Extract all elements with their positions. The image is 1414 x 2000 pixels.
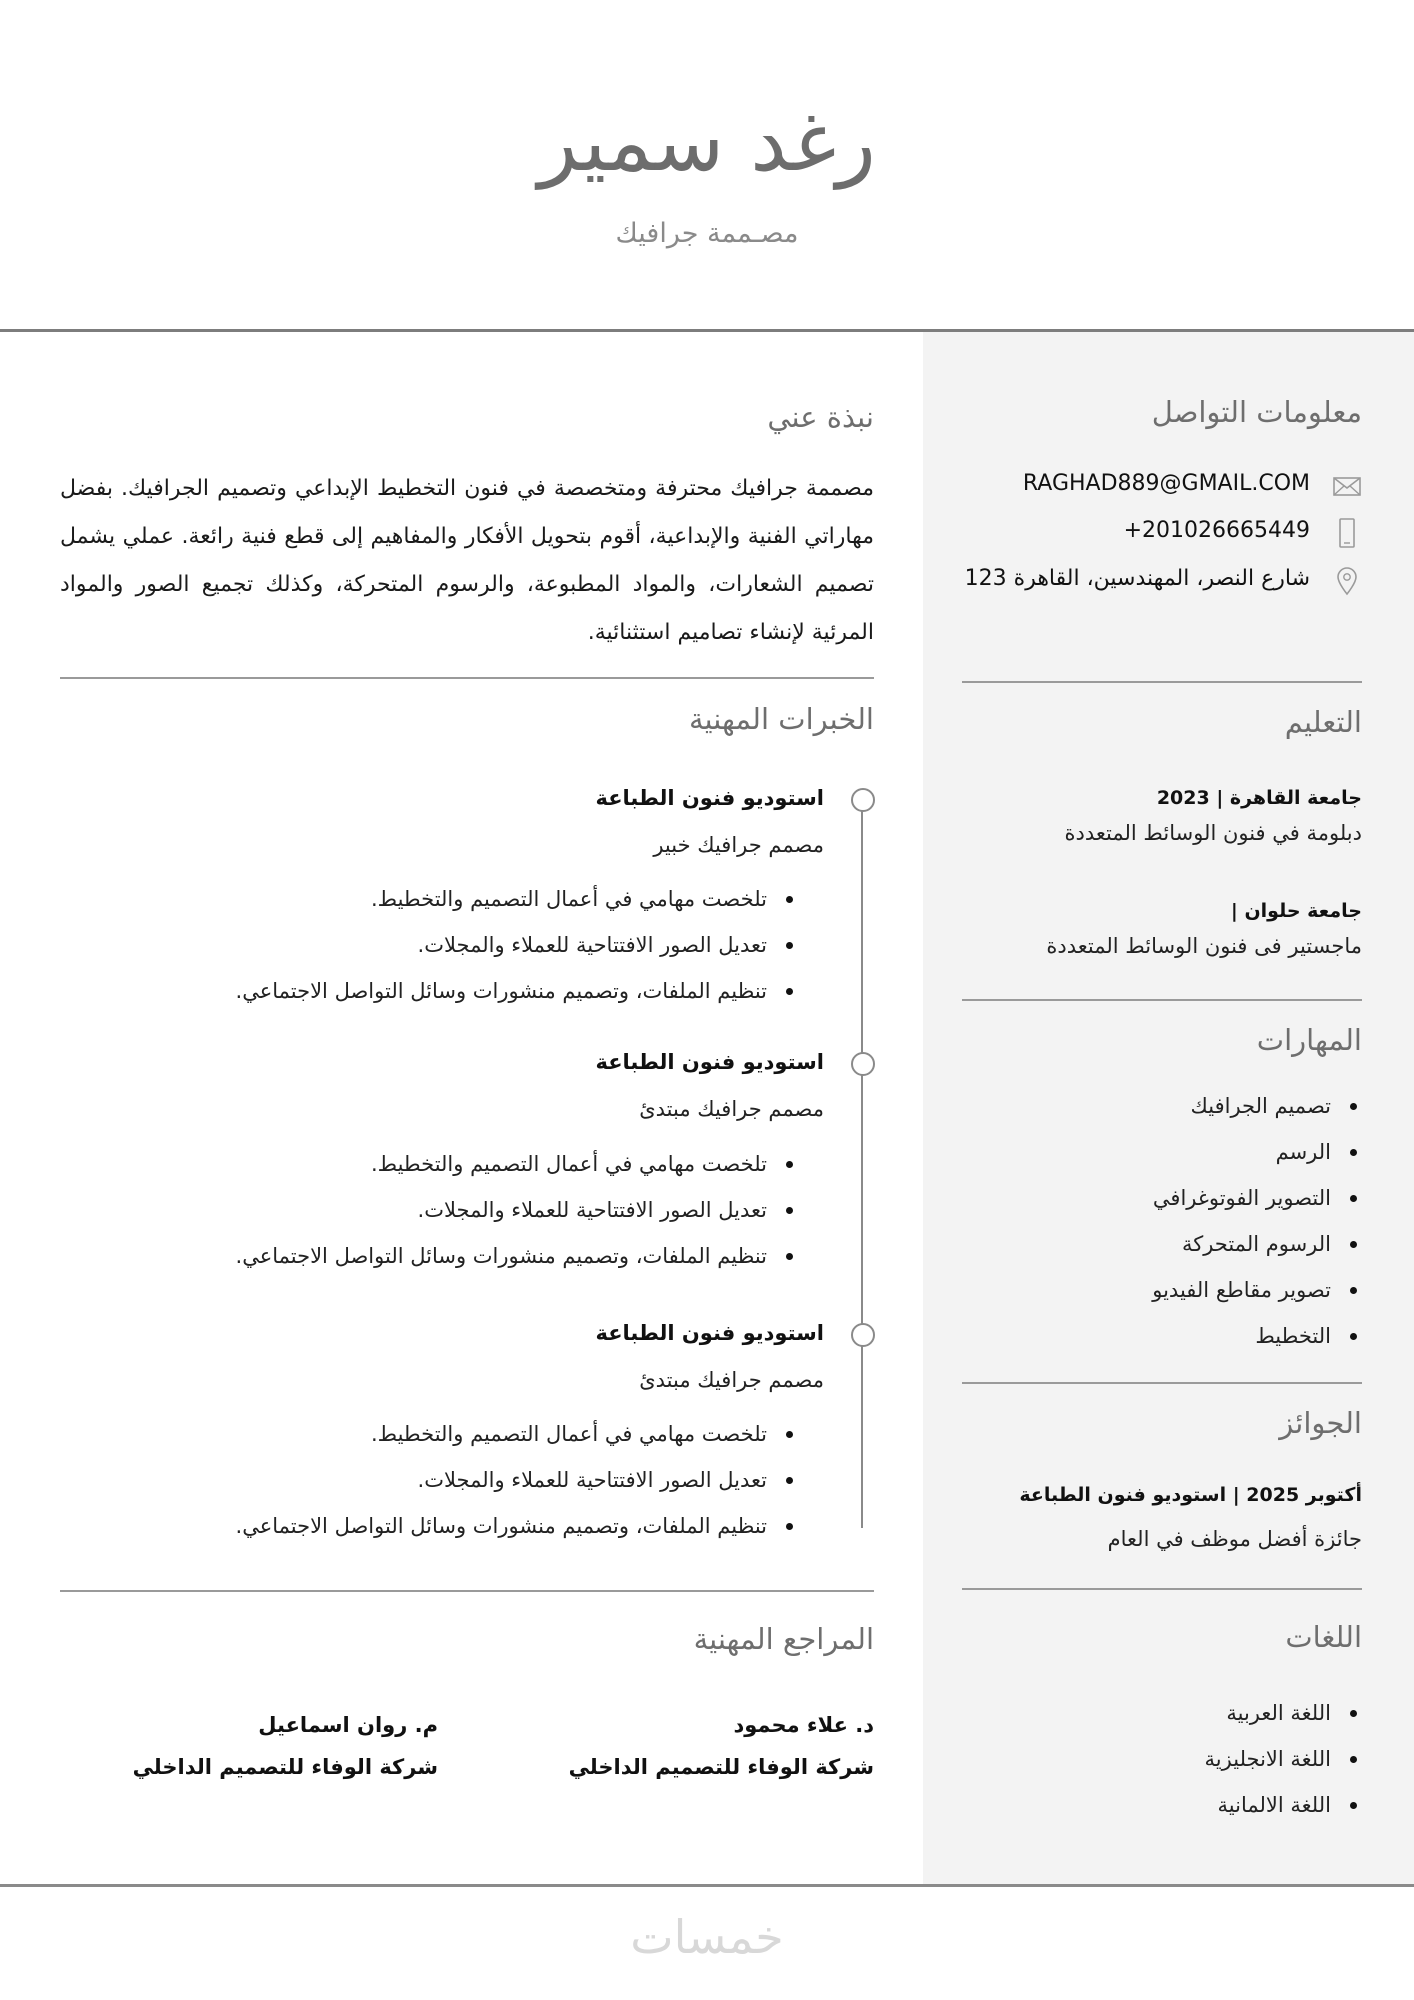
contact-address: [942, 562, 1362, 602]
phone-icon: [1332, 518, 1362, 548]
languages-list: [1205, 1690, 1331, 1828]
skill-item: الرسوم المتحركة: [1152, 1221, 1331, 1267]
skills-list: [1152, 1083, 1331, 1359]
skill-item: التخطيط: [1152, 1313, 1331, 1359]
education-entry-heading: جامعة القاهرة | 2023: [1156, 787, 1362, 809]
resume-header: [0, 0, 1414, 330]
job-task: تنظيم الملفات، وتصميم منشورات وسائل التواصل الاجتماعي.: [236, 968, 767, 1014]
skills-section-title: المهارات: [1256, 1023, 1362, 1057]
award-detail: جائزة أفضل موظف في العام: [1107, 1527, 1362, 1551]
job-task: تلخصت مهامي في أعمال التصميم والتخطيط.: [236, 1411, 767, 1457]
skill-item: التصوير الفوتوغرافي: [1152, 1175, 1331, 1221]
job-role: مصمم جرافيك خبير: [653, 833, 824, 857]
envelope-icon: [1332, 471, 1362, 501]
main-divider: [60, 677, 874, 679]
education-entry-detail: دبلومة في فنون الوسائط المتعددة: [1064, 821, 1362, 845]
contact-section-title: معلومات التواصل: [1151, 395, 1362, 429]
sidebar-divider: [962, 999, 1362, 1001]
language-item: اللغة العربية: [1205, 1690, 1331, 1736]
contact-address-value: شارع النصر، المهندسين، القاهرة 123: [964, 566, 1310, 591]
experience-section-title: الخبرات المهنية: [688, 702, 874, 736]
footer-divider: [0, 1884, 1414, 1887]
job-task-list: [236, 1141, 767, 1279]
location-pin-icon: [1332, 566, 1362, 596]
award-heading: أكتوبر 2025 | استوديو فنون الطباعة: [1019, 1484, 1362, 1506]
person-job-title: مصـممة جرافيك: [615, 218, 799, 249]
job-company: استوديو فنون الطباعة: [595, 1050, 824, 1074]
sidebar-divider: [962, 1382, 1362, 1384]
timeline-line: [861, 800, 863, 1528]
language-item: اللغة الالمانية: [1205, 1782, 1331, 1828]
about-section-title: نبذة عني: [767, 400, 874, 434]
job-company: استوديو فنون الطباعة: [595, 786, 824, 810]
job-task: تعديل الصور الافتتاحية للعملاء والمجلات.: [236, 1457, 767, 1503]
reference-organization: شركة الوفاء للتصميم الداخلي: [132, 1755, 438, 1779]
about-text: مصممة جرافيك محترفة ومتخصصة في فنون التخطيط الإبداعي وتصميم الجرافيك. بفضل مهاراتي الفنية والإبداعية، أقوم بتحويل الأفكار والمفاهيم إلى قطع فنية رائعة. عملي يشمل تصميم الشعارات، والمواد المطبوعة، والرسوم المتحركة، وكذلك تجميع الصور والمواد المرئية لإنشاء تصاميم استثنائية.: [60, 476, 874, 645]
reference-organization: شركة الوفاء للتصميم الداخلي: [568, 1755, 874, 1779]
job-role: مصمم جرافيك مبتدئ: [639, 1097, 824, 1121]
language-item: اللغة الانجليزية: [1205, 1736, 1331, 1782]
awards-section-title: الجوائز: [1279, 1406, 1362, 1440]
job-company: استوديو فنون الطباعة: [595, 1321, 824, 1345]
job-task-list: [236, 876, 767, 1014]
job-task: تنظيم الملفات، وتصميم منشورات وسائل التواصل الاجتماعي.: [236, 1233, 767, 1279]
person-name: رغد سمير: [538, 95, 876, 190]
job-task: تنظيم الملفات، وتصميم منشورات وسائل التواصل الاجتماعي.: [236, 1503, 767, 1549]
skill-item: الرسم: [1152, 1129, 1331, 1175]
education-entry-heading: جامعة حلوان |: [1230, 900, 1362, 922]
timeline-dot: [851, 1323, 875, 1347]
education-entry-detail: ماجستير فى فنون الوسائط المتعددة: [1046, 934, 1362, 958]
job-role: مصمم جرافيك مبتدئ: [639, 1368, 824, 1392]
reference-name: د. علاء محمود: [733, 1713, 874, 1737]
job-task: تلخصت مهامي في أعمال التصميم والتخطيط.: [236, 1141, 767, 1187]
sidebar-divider: [962, 1588, 1362, 1590]
references-section-title: المراجع المهنية: [693, 1622, 874, 1656]
main-divider: [60, 1590, 874, 1592]
job-task-list: [236, 1411, 767, 1549]
contact-phone: [942, 514, 1362, 554]
timeline-dot: [851, 788, 875, 812]
languages-section-title: اللغات: [1285, 1620, 1362, 1654]
contact-email: [942, 467, 1362, 507]
education-section-title: التعليم: [1284, 705, 1362, 739]
skill-item: تصوير مقاطع الفيديو: [1152, 1267, 1331, 1313]
reference-name: م. روان اسماعيل: [258, 1713, 438, 1737]
sidebar-divider: [962, 681, 1362, 683]
contact-phone-value[interactable]: +201026665449: [1123, 518, 1310, 543]
skill-item: تصميم الجرافيك: [1152, 1083, 1331, 1129]
timeline-dot: [851, 1052, 875, 1076]
job-task: تلخصت مهامي في أعمال التصميم والتخطيط.: [236, 876, 767, 922]
job-task: تعديل الصور الافتتاحية للعملاء والمجلات.: [236, 1187, 767, 1233]
contact-email-value[interactable]: RAGHAD889@GMAIL.COM: [1022, 471, 1310, 496]
watermark-logo: خمسات: [630, 1910, 784, 1964]
job-task: تعديل الصور الافتتاحية للعملاء والمجلات.: [236, 922, 767, 968]
